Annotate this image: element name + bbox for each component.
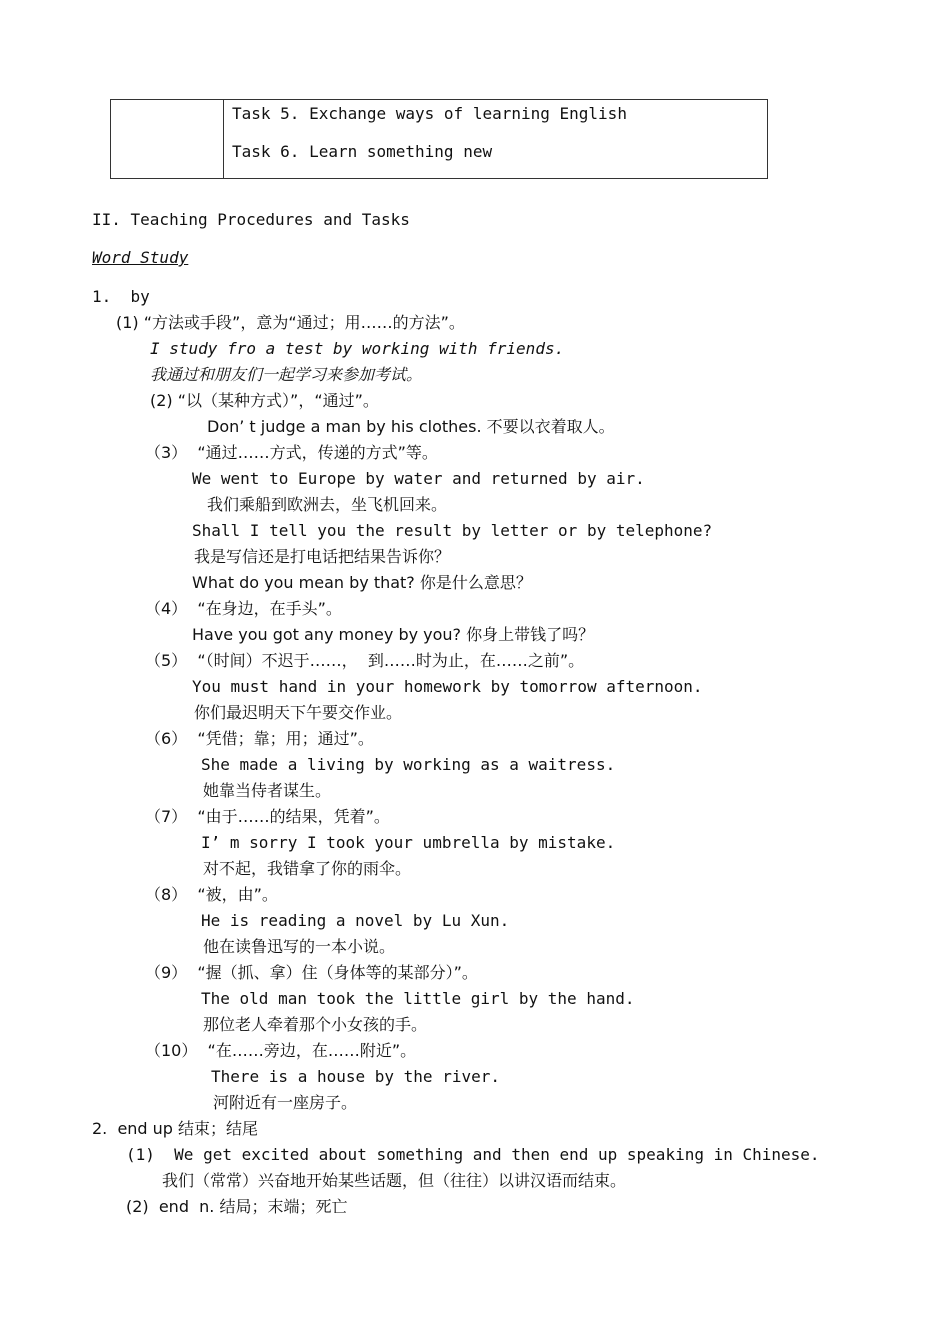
content-line: 她靠当侍者谋生。 <box>203 781 332 800</box>
section-heading: II. Teaching Procedures and Tasks <box>92 210 410 229</box>
content-line: Have you got any money by you? 你身上带钱了吗？ <box>192 625 595 644</box>
content-line: 河附近有一座房子。 <box>213 1093 358 1112</box>
content-line: （5） “（时间）不迟于……， 到……时为止，在……之前”。 <box>145 651 585 670</box>
content-line: 我们（常常）兴奋地开始某些话题，但（往往）以讲汉语而结束。 <box>162 1171 627 1190</box>
content-line: 我们乘船到欧洲去，坐飞机回来。 <box>207 495 448 514</box>
subheading-word-study: Word Study <box>92 248 189 267</box>
content-line: 1. by <box>92 287 150 306</box>
content-line: You must hand in your homework by tomorrow afternoon. <box>192 677 703 696</box>
content-line: 那位老人牵着那个小女孩的手。 <box>203 1015 428 1034</box>
content-line: （8） “被，由”。 <box>145 885 278 904</box>
content-line: 对不起，我错拿了你的雨伞。 <box>203 859 412 878</box>
content-line: （10） “在……旁边，在……附近”。 <box>145 1041 417 1060</box>
content-line: (2) “以（某种方式）”，“通过”。 <box>150 391 379 410</box>
content-line: 我是写信还是打电话把结果告诉你？ <box>194 547 451 566</box>
content-line: She made a living by working as a waitress. <box>201 755 616 774</box>
content-line: （4） “在身边，在手头”。 <box>145 599 342 618</box>
content-line: What do you mean by that? 你是什么意思？ <box>192 573 532 592</box>
content-line: 他在读鲁迅写的一本小说。 <box>203 937 396 956</box>
content-line: 我通过和朋友们一起学习来参加考试。 <box>150 365 423 384</box>
content-line: Don’ t judge a man by his clothes. 不要以衣着取人。 <box>207 417 615 436</box>
content-line: There is a house by the river. <box>211 1067 500 1086</box>
content-line: （9） “握（抓、拿）住（身体等的某部分）”。 <box>145 963 478 982</box>
content-line: （3） “通过……方式，传递的方式”等。 <box>145 443 438 462</box>
table-column-divider <box>223 100 224 178</box>
content-line: (1) We get excited about something and then end up speaking in Chinese. <box>126 1145 820 1164</box>
content-line: I’ m sorry I took your umbrella by mistake. <box>201 833 616 852</box>
content-line: （6） “凭借；靠；用；通过”。 <box>145 729 374 748</box>
content-line: (1) “方法或手段”，意为“通过；用……的方法”。 <box>116 313 465 332</box>
table-row-task-6: Task 6. Learn something new <box>232 142 493 161</box>
content-line: （7） “由于……的结果，凭着”。 <box>145 807 390 826</box>
table-row-task-5: Task 5. Exchange ways of learning English <box>232 104 627 123</box>
content-line: 2. end up 结束；结尾 <box>92 1119 259 1138</box>
content-line: 你们最迟明天下午要交作业。 <box>194 703 403 722</box>
content-line: Shall I tell you the result by letter or by telephone? <box>192 521 713 540</box>
content-line: The old man took the little girl by the hand. <box>201 989 635 1008</box>
content-line: I study fro a test by working with friends. <box>150 339 565 358</box>
content-line: (2) end n. 结局；末端；死亡 <box>126 1197 348 1216</box>
content-line: He is reading a novel by Lu Xun. <box>201 911 510 930</box>
content-line: We went to Europe by water and returned by air. <box>192 469 645 488</box>
